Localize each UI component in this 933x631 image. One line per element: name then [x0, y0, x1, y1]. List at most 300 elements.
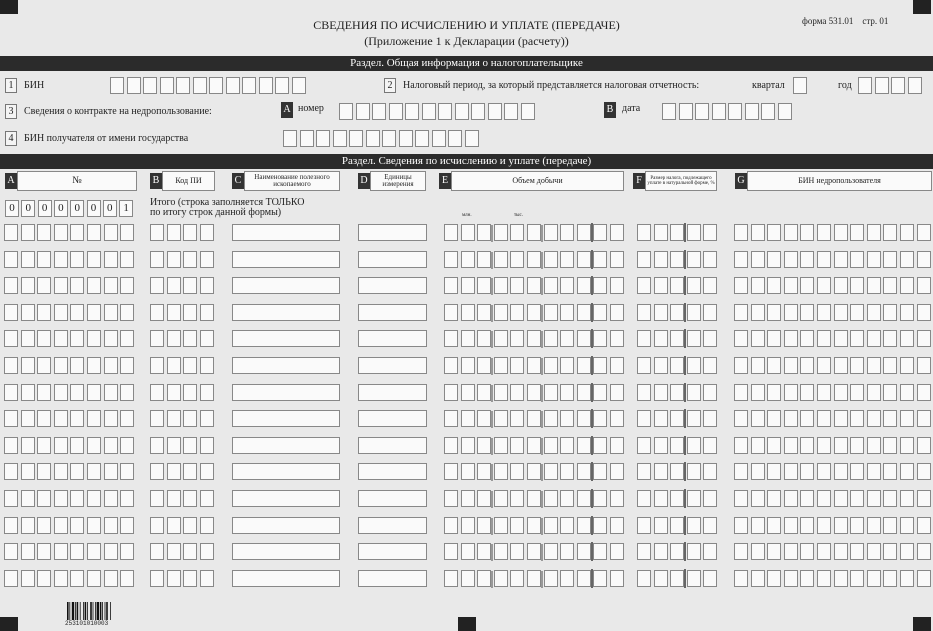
tax-percent-input[interactable]	[637, 304, 720, 321]
table-cell[interactable]	[637, 410, 651, 427]
input-cell[interactable]	[448, 130, 462, 147]
table-cell[interactable]	[70, 410, 84, 427]
input-cell[interactable]	[488, 103, 502, 120]
table-cell[interactable]	[444, 490, 458, 507]
table-cell[interactable]	[510, 490, 524, 507]
table-cell[interactable]	[670, 251, 684, 268]
table-cell[interactable]	[104, 277, 118, 294]
row-number-input[interactable]	[4, 251, 137, 268]
table-cell[interactable]	[654, 277, 668, 294]
table-cell[interactable]	[150, 543, 164, 560]
table-cell[interactable]	[167, 517, 181, 534]
table-cell[interactable]	[120, 277, 134, 294]
table-cell[interactable]	[21, 463, 35, 480]
table-cell[interactable]	[577, 357, 591, 374]
table-cell[interactable]	[687, 357, 701, 374]
table-cell[interactable]	[21, 543, 35, 560]
table-cell[interactable]	[510, 330, 524, 347]
table-cell[interactable]	[54, 410, 68, 427]
table-cell[interactable]	[510, 463, 524, 480]
table-cell[interactable]	[87, 304, 101, 321]
table-cell[interactable]	[527, 384, 541, 401]
table-cell[interactable]	[900, 357, 914, 374]
table-cell[interactable]	[37, 251, 51, 268]
table-cell[interactable]	[654, 570, 668, 587]
table-cell[interactable]	[751, 437, 765, 454]
table-cell[interactable]	[800, 330, 814, 347]
table-cell[interactable]	[461, 251, 475, 268]
table-cell[interactable]	[654, 437, 668, 454]
table-cell[interactable]	[560, 384, 574, 401]
table-cell[interactable]	[183, 490, 197, 507]
table-cell[interactable]	[917, 251, 931, 268]
table-cell[interactable]	[734, 517, 748, 534]
input-cell[interactable]	[504, 103, 518, 120]
table-cell[interactable]	[510, 517, 524, 534]
table-cell[interactable]	[577, 384, 591, 401]
input-cell[interactable]	[455, 103, 469, 120]
table-cell[interactable]	[87, 463, 101, 480]
tax-percent-input[interactable]	[637, 543, 720, 560]
table-cell[interactable]	[150, 277, 164, 294]
table-cell[interactable]	[817, 304, 831, 321]
table-cell[interactable]	[800, 517, 814, 534]
code-pi-input[interactable]	[150, 463, 216, 480]
table-cell[interactable]	[593, 357, 607, 374]
volume-input[interactable]	[444, 490, 627, 507]
table-cell[interactable]	[527, 304, 541, 321]
mineral-name-input[interactable]	[232, 463, 340, 480]
mineral-name-input[interactable]	[232, 384, 340, 401]
table-cell[interactable]	[70, 437, 84, 454]
table-cell[interactable]	[637, 304, 651, 321]
table-cell[interactable]	[37, 437, 51, 454]
table-cell[interactable]	[150, 304, 164, 321]
table-cell[interactable]	[834, 463, 848, 480]
table-cell[interactable]	[577, 570, 591, 587]
table-cell[interactable]	[560, 251, 574, 268]
table-cell[interactable]	[800, 543, 814, 560]
table-cell[interactable]	[477, 570, 491, 587]
table-cell[interactable]	[900, 410, 914, 427]
table-cell[interactable]	[834, 517, 848, 534]
table-cell[interactable]	[867, 357, 881, 374]
table-cell[interactable]	[834, 357, 848, 374]
input-cell[interactable]	[695, 103, 709, 120]
unit-input[interactable]	[358, 437, 427, 454]
table-cell[interactable]	[120, 410, 134, 427]
table-cell[interactable]	[461, 304, 475, 321]
table-cell[interactable]	[734, 543, 748, 560]
table-cell[interactable]	[883, 437, 897, 454]
table-cell[interactable]	[4, 410, 18, 427]
table-cell[interactable]	[610, 384, 624, 401]
table-cell[interactable]	[167, 410, 181, 427]
table-cell[interactable]	[577, 463, 591, 480]
table-cell[interactable]	[444, 304, 458, 321]
table-cell[interactable]	[800, 224, 814, 241]
table-cell[interactable]	[577, 224, 591, 241]
table-cell[interactable]	[37, 384, 51, 401]
input-cell[interactable]	[356, 103, 370, 120]
table-cell[interactable]	[477, 543, 491, 560]
table-cell[interactable]	[120, 490, 134, 507]
table-cell[interactable]	[687, 410, 701, 427]
table-cell[interactable]	[834, 277, 848, 294]
table-cell[interactable]	[800, 570, 814, 587]
table-cell[interactable]	[183, 224, 197, 241]
table-cell[interactable]	[654, 410, 668, 427]
table-cell[interactable]	[670, 330, 684, 347]
table-cell[interactable]	[444, 277, 458, 294]
table-cell[interactable]	[593, 384, 607, 401]
table-cell[interactable]	[183, 384, 197, 401]
table-cell[interactable]	[610, 224, 624, 241]
table-cell[interactable]	[21, 330, 35, 347]
table-cell[interactable]	[834, 304, 848, 321]
table-cell[interactable]	[687, 224, 701, 241]
table-cell[interactable]	[70, 490, 84, 507]
table-cell[interactable]	[900, 490, 914, 507]
table-cell[interactable]	[900, 437, 914, 454]
table-cell[interactable]	[120, 463, 134, 480]
table-cell[interactable]	[850, 277, 864, 294]
table-cell[interactable]	[734, 570, 748, 587]
table-cell[interactable]	[527, 570, 541, 587]
table-cell[interactable]	[654, 490, 668, 507]
table-cell[interactable]	[21, 304, 35, 321]
table-cell[interactable]	[670, 224, 684, 241]
table-cell[interactable]	[510, 277, 524, 294]
table-cell[interactable]	[444, 463, 458, 480]
table-cell[interactable]	[670, 357, 684, 374]
table-cell[interactable]	[461, 463, 475, 480]
code-pi-input[interactable]	[150, 251, 216, 268]
table-cell[interactable]	[817, 277, 831, 294]
table-cell[interactable]	[670, 384, 684, 401]
table-cell[interactable]	[917, 224, 931, 241]
table-cell[interactable]	[54, 304, 68, 321]
table-cell[interactable]	[494, 410, 508, 427]
input-cell[interactable]	[891, 77, 905, 94]
table-cell[interactable]	[120, 437, 134, 454]
table-cell[interactable]	[610, 543, 624, 560]
table-cell[interactable]	[527, 490, 541, 507]
subsoil-user-bin-input[interactable]	[734, 570, 933, 587]
table-cell[interactable]	[670, 304, 684, 321]
table-cell[interactable]	[654, 357, 668, 374]
table-cell[interactable]	[183, 357, 197, 374]
table-cell[interactable]	[817, 570, 831, 587]
table-cell[interactable]	[54, 224, 68, 241]
table-cell[interactable]	[21, 251, 35, 268]
table-cell[interactable]	[850, 384, 864, 401]
table-cell[interactable]	[867, 251, 881, 268]
table-cell[interactable]	[494, 251, 508, 268]
table-cell[interactable]	[703, 517, 717, 534]
table-cell[interactable]	[54, 251, 68, 268]
table-cell[interactable]	[637, 224, 651, 241]
code-pi-input[interactable]	[150, 304, 216, 321]
table-cell[interactable]	[444, 517, 458, 534]
table-cell[interactable]	[751, 304, 765, 321]
table-cell[interactable]	[917, 384, 931, 401]
table-cell[interactable]	[461, 224, 475, 241]
table-cell[interactable]	[817, 543, 831, 560]
table-cell[interactable]	[544, 463, 558, 480]
table-cell[interactable]	[87, 517, 101, 534]
table-cell[interactable]	[527, 357, 541, 374]
table-cell[interactable]	[703, 410, 717, 427]
table-cell[interactable]	[800, 463, 814, 480]
input-cell[interactable]	[160, 77, 174, 94]
table-cell[interactable]	[917, 517, 931, 534]
input-cell[interactable]	[292, 77, 306, 94]
table-cell[interactable]	[560, 277, 574, 294]
table-cell[interactable]	[560, 304, 574, 321]
table-cell[interactable]	[444, 330, 458, 347]
input-cell[interactable]	[259, 77, 273, 94]
table-cell[interactable]	[560, 330, 574, 347]
table-cell[interactable]	[510, 543, 524, 560]
table-cell[interactable]	[670, 437, 684, 454]
table-cell[interactable]	[70, 224, 84, 241]
table-cell[interactable]	[637, 463, 651, 480]
table-cell[interactable]	[4, 330, 18, 347]
volume-input[interactable]	[444, 410, 627, 427]
table-cell[interactable]	[37, 357, 51, 374]
mineral-name-input[interactable]	[232, 517, 340, 534]
table-cell[interactable]	[21, 517, 35, 534]
table-cell[interactable]	[560, 437, 574, 454]
table-cell[interactable]	[817, 517, 831, 534]
mineral-name-input[interactable]	[232, 224, 340, 241]
tax-percent-input[interactable]	[637, 384, 720, 401]
table-cell[interactable]	[687, 463, 701, 480]
table-cell[interactable]	[734, 490, 748, 507]
table-cell[interactable]	[917, 543, 931, 560]
unit-input[interactable]	[358, 357, 427, 374]
table-cell[interactable]	[200, 224, 214, 241]
table-cell[interactable]	[37, 410, 51, 427]
table-cell[interactable]	[560, 357, 574, 374]
row-number-input[interactable]	[4, 463, 137, 480]
table-cell[interactable]	[510, 304, 524, 321]
table-cell[interactable]	[917, 490, 931, 507]
mineral-name-input[interactable]	[232, 437, 340, 454]
table-cell[interactable]	[834, 410, 848, 427]
table-cell[interactable]	[687, 490, 701, 507]
table-cell[interactable]	[560, 410, 574, 427]
table-cell[interactable]	[200, 543, 214, 560]
table-cell[interactable]	[767, 437, 781, 454]
table-cell[interactable]	[670, 570, 684, 587]
table-cell[interactable]	[834, 224, 848, 241]
input-cell[interactable]	[349, 130, 363, 147]
table-cell[interactable]	[183, 330, 197, 347]
table-cell[interactable]	[784, 517, 798, 534]
table-cell[interactable]	[444, 543, 458, 560]
input-cell[interactable]	[193, 77, 207, 94]
table-cell[interactable]	[784, 543, 798, 560]
unit-input[interactable]	[358, 570, 427, 587]
table-cell[interactable]	[577, 490, 591, 507]
tax-percent-input[interactable]	[637, 463, 720, 480]
subsoil-user-bin-input[interactable]	[734, 490, 933, 507]
input-cell[interactable]	[399, 130, 413, 147]
contract-date-input[interactable]	[662, 103, 794, 120]
table-cell[interactable]	[917, 330, 931, 347]
table-cell[interactable]	[4, 463, 18, 480]
table-cell[interactable]	[593, 517, 607, 534]
table-cell[interactable]	[610, 277, 624, 294]
table-cell[interactable]	[494, 543, 508, 560]
table-cell[interactable]	[120, 517, 134, 534]
table-cell[interactable]	[120, 543, 134, 560]
table-cell[interactable]	[21, 437, 35, 454]
table-cell[interactable]	[654, 543, 668, 560]
recipient-bin-input[interactable]	[283, 130, 481, 147]
table-cell[interactable]	[461, 277, 475, 294]
table-cell[interactable]	[120, 304, 134, 321]
volume-input[interactable]	[444, 304, 627, 321]
subsoil-user-bin-input[interactable]	[734, 463, 933, 480]
table-cell[interactable]	[560, 570, 574, 587]
volume-input[interactable]	[444, 277, 627, 294]
table-cell[interactable]	[784, 251, 798, 268]
input-cell[interactable]	[405, 103, 419, 120]
table-cell[interactable]	[4, 517, 18, 534]
table-cell[interactable]	[477, 410, 491, 427]
table-cell[interactable]	[150, 463, 164, 480]
unit-input[interactable]	[358, 330, 427, 347]
mineral-name-input[interactable]	[232, 277, 340, 294]
mineral-name-input[interactable]	[232, 490, 340, 507]
table-cell[interactable]	[167, 357, 181, 374]
table-cell[interactable]	[834, 570, 848, 587]
table-cell[interactable]	[104, 437, 118, 454]
quarter-input[interactable]	[793, 77, 810, 94]
input-cell[interactable]	[745, 103, 759, 120]
table-cell[interactable]	[593, 277, 607, 294]
table-cell[interactable]	[687, 517, 701, 534]
table-cell[interactable]	[703, 570, 717, 587]
table-cell[interactable]	[800, 410, 814, 427]
tax-percent-input[interactable]	[637, 490, 720, 507]
tax-percent-input[interactable]	[637, 517, 720, 534]
input-cell[interactable]	[471, 103, 485, 120]
table-cell[interactable]	[87, 384, 101, 401]
table-cell[interactable]	[477, 304, 491, 321]
table-cell[interactable]	[593, 437, 607, 454]
table-cell[interactable]	[610, 517, 624, 534]
table-cell[interactable]	[784, 384, 798, 401]
table-cell[interactable]	[120, 357, 134, 374]
table-cell[interactable]	[834, 490, 848, 507]
table-cell[interactable]	[70, 463, 84, 480]
table-cell[interactable]	[150, 517, 164, 534]
table-cell[interactable]	[577, 304, 591, 321]
table-cell[interactable]	[800, 437, 814, 454]
table-cell[interactable]	[527, 463, 541, 480]
table-cell[interactable]	[70, 517, 84, 534]
mineral-name-input[interactable]	[232, 357, 340, 374]
table-cell[interactable]	[461, 490, 475, 507]
table-cell[interactable]	[867, 277, 881, 294]
row-number-input[interactable]	[4, 384, 137, 401]
table-cell[interactable]	[54, 570, 68, 587]
table-cell[interactable]	[800, 357, 814, 374]
table-cell[interactable]	[883, 304, 897, 321]
row-number-input[interactable]	[4, 543, 137, 560]
table-cell[interactable]	[21, 277, 35, 294]
table-cell[interactable]	[200, 304, 214, 321]
table-cell[interactable]	[4, 277, 18, 294]
table-cell[interactable]	[654, 330, 668, 347]
table-cell[interactable]	[560, 543, 574, 560]
table-cell[interactable]	[120, 251, 134, 268]
table-cell[interactable]	[767, 251, 781, 268]
table-cell[interactable]	[883, 517, 897, 534]
table-cell[interactable]	[610, 463, 624, 480]
table-cell[interactable]	[687, 330, 701, 347]
table-cell[interactable]	[544, 437, 558, 454]
table-cell[interactable]	[734, 304, 748, 321]
volume-input[interactable]	[444, 437, 627, 454]
table-cell[interactable]	[70, 251, 84, 268]
table-cell[interactable]	[461, 517, 475, 534]
table-cell[interactable]	[54, 277, 68, 294]
table-cell[interactable]	[510, 437, 524, 454]
table-cell[interactable]	[37, 543, 51, 560]
volume-input[interactable]	[444, 224, 627, 241]
table-cell[interactable]	[883, 543, 897, 560]
table-cell[interactable]	[37, 517, 51, 534]
input-cell[interactable]	[778, 103, 792, 120]
table-cell[interactable]	[850, 570, 864, 587]
table-cell[interactable]	[900, 517, 914, 534]
table-cell[interactable]	[670, 463, 684, 480]
table-cell[interactable]	[767, 570, 781, 587]
table-cell[interactable]	[87, 224, 101, 241]
table-cell[interactable]	[703, 277, 717, 294]
code-pi-input[interactable]	[150, 517, 216, 534]
table-cell[interactable]	[687, 384, 701, 401]
input-cell[interactable]	[465, 130, 479, 147]
table-cell[interactable]	[104, 357, 118, 374]
table-cell[interactable]	[444, 437, 458, 454]
table-cell[interactable]	[654, 224, 668, 241]
table-cell[interactable]	[703, 357, 717, 374]
input-cell[interactable]	[300, 130, 314, 147]
table-cell[interactable]	[767, 304, 781, 321]
table-cell[interactable]	[883, 277, 897, 294]
table-cell[interactable]	[800, 251, 814, 268]
table-cell[interactable]	[527, 277, 541, 294]
table-cell[interactable]	[4, 251, 18, 268]
input-cell[interactable]	[793, 77, 807, 94]
table-cell[interactable]	[120, 570, 134, 587]
table-cell[interactable]	[544, 357, 558, 374]
table-cell[interactable]	[200, 490, 214, 507]
table-cell[interactable]	[654, 463, 668, 480]
input-cell[interactable]	[242, 77, 256, 94]
table-cell[interactable]	[444, 251, 458, 268]
table-cell[interactable]	[610, 251, 624, 268]
table-cell[interactable]	[593, 330, 607, 347]
input-cell[interactable]	[662, 103, 676, 120]
table-cell[interactable]	[37, 570, 51, 587]
